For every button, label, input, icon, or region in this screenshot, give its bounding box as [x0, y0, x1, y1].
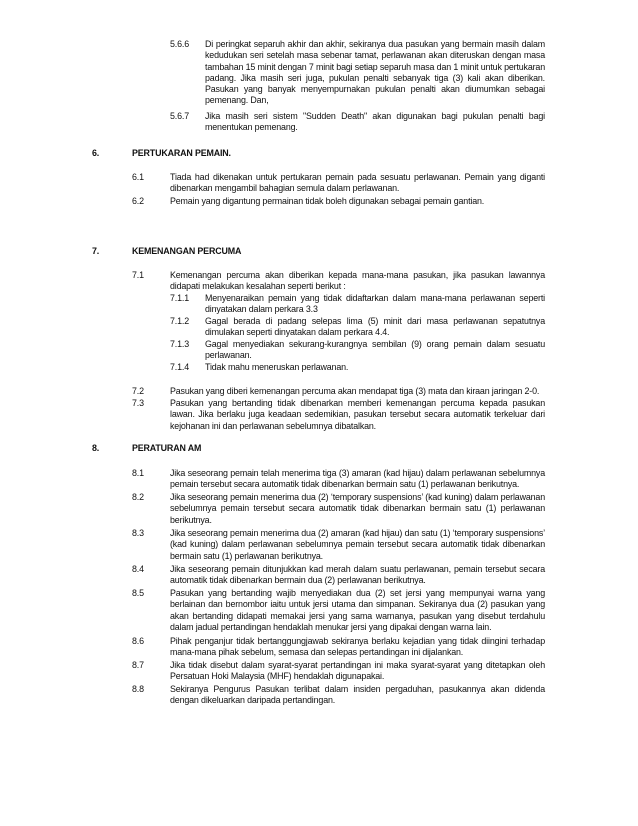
item-text: Di peringkat separuh akhir dan akhir, sekiranya dua pasukan yang bermain masih dalam kedudukan seri setelah masa sebenar tamat, perlawanan akan diteruskan dengan masa tambahan 15 minit dengan 7 minit bagi setiap separuh masa dan 1 minit untuk pertukaran padang. Jika masih seri juga, pukulan penalti sebanyak tiga (3) kali akan diberikan. Pasukan yang banyak menyempurnakan pukulan penalti akan diumumkan sebagai pemenang. Dan,: [205, 39, 545, 106]
item-number: 6.1: [132, 172, 144, 182]
item-text: Pemain yang digantung permainan tidak boleh digunakan sebagai pemain gantian.: [170, 196, 485, 206]
item-text: Pasukan yang diberi kemenangan percuma akan mendapat tiga (3) mata dan kiraan jaringan 2-0.: [170, 386, 540, 396]
section-number: 6.: [92, 148, 100, 158]
item-text: Pasukan yang bertanding wajib menyediakan dua (2) set jersi yang mempunyai warna yang berlainan dan bernombor iaitu untuk jersi utama dan simpanan. Sekiranya dua (2) pasukan yang akan bertanding didapati memakai jersi yang sama warnanya, pasukan yang disebut terdahulu dalam jadual pertandingan hendaklah menukar jersi yang dipakai dengan warna lain.: [170, 588, 545, 632]
item-number: 8.3: [132, 528, 144, 538]
item-text: Jika seseorang pemain ditunjukkan kad merah dalam suatu perlawanan, pemain tersebut secara automatik tidak dibenarkan bermain dua (2) perlawanan berikutnya.: [170, 564, 545, 586]
item-text: Jika masih seri sistem "Sudden Death" akan digunakan bagi pukulan penalti bagi menentukan pemenang.: [205, 111, 545, 133]
section-number: 7.: [92, 246, 100, 256]
item-number: 7.2: [132, 386, 144, 396]
item-number: 8.8: [132, 684, 144, 694]
item-text: Jika tidak disebut dalam syarat-syarat pertandingan ini maka syarat-syarat yang ditetapkan oleh Persatuan Hoki Malaysia (MHF) hendaklah digunapakai.: [170, 660, 545, 682]
subitem-number: 7.1.2: [170, 316, 189, 326]
subitem-number: 7.1.3: [170, 339, 189, 349]
subitem-text: Gagal menyediakan sekurang-kurangnya sembilan (9) orang pemain dalam sesuatu perlawanan.: [205, 339, 545, 361]
item-text: Kemenangan percuma akan diberikan kepada mana-mana pasukan, jika pasukan lawannya didapati melakukan kesalahan seperti berikut :: [170, 270, 545, 292]
item-number: 7.1: [132, 270, 144, 280]
subitem-number: 7.1.4: [170, 362, 189, 372]
section-title: PERTUKARAN PEMAIN.: [132, 148, 231, 158]
item-number: 8.4: [132, 564, 144, 574]
section-title: KEMENANGAN PERCUMA: [132, 246, 242, 256]
section-title: PERATURAN AM: [132, 443, 202, 453]
item-number: 8.7: [132, 660, 144, 670]
item-text: Tiada had dikenakan untuk pertukaran pemain pada sesuatu perlawanan. Pemain yang diganti dibenarkan mengambil bahagian semula dalam perlawanan.: [170, 172, 545, 194]
item-number: 8.2: [132, 492, 144, 502]
item-number: 5.6.6: [170, 39, 189, 49]
item-number: 8.1: [132, 468, 144, 478]
subitem-text: Gagal berada di padang selepas lima (5) minit dari masa perlawanan sepatutnya dimulakan seperti dinyatakan dalam perkara 4.4.: [205, 316, 545, 338]
item-text: Jika seseorang pemain menerima dua (2) ‘temporary suspensions’ (kad kuning) dalam perlawanan sebelumnya pemain tersebut secara automatik tidak dibenarkan bermain satu (1) perlawanan berikutnya.: [170, 492, 545, 525]
subitem-text: Menyenaraikan pemain yang tidak didaftarkan dalam mana-mana perlawanan seperti dinyatakan dalam perkara 3.3: [205, 293, 545, 315]
item-number: 8.5: [132, 588, 144, 598]
item-text: Jika seseorang pemain menerima dua (2) amaran (kad hijau) dan satu (1) ‘temporary suspensions’ (kad kuning) dalam perlawanan sebelumnya pemain tersebut secara automatik tidak dibenarkan bermain satu (1) perlawanan berikutnya.: [170, 528, 545, 561]
item-number: 7.3: [132, 398, 144, 408]
item-text: Sekiranya Pengurus Pasukan terlibat dalam insiden pergaduhan, pasukannya akan didenda dengan dikeluarkan daripada pertandingan.: [170, 684, 545, 706]
item-number: 8.6: [132, 636, 144, 646]
item-text: Jika seseorang pemain telah menerima tiga (3) amaran (kad hijau) dalam perlawanan sebelumnya pemain tersebut secara automatik tidak dibenarkan bermain satu (1) perlawanan berikutnya.: [170, 468, 545, 490]
section-number: 8.: [92, 443, 100, 453]
item-number: 6.2: [132, 196, 144, 206]
subitem-text: Tidak mahu meneruskan perlawanan.: [205, 362, 349, 372]
subitem-number: 7.1.1: [170, 293, 189, 303]
item-text: Pasukan yang bertanding tidak dibenarkan memberi kemenangan percuma kepada pasukan lawan. Jika berlaku juga keadaan sedemikian, pasukan tersebut secara automatik terkeluar dari kejohanan ini dan perlawanan sebelumnya dibatalkan.: [170, 398, 545, 431]
item-text: Pihak penganjur tidak bertanggungjawab sekiranya berlaku kejadian yang tidak diingini terhadap mana-mana pihak sebelum, semasa dan selepas pertandingan ini dijalankan.: [170, 636, 545, 658]
item-number: 5.6.7: [170, 111, 189, 121]
